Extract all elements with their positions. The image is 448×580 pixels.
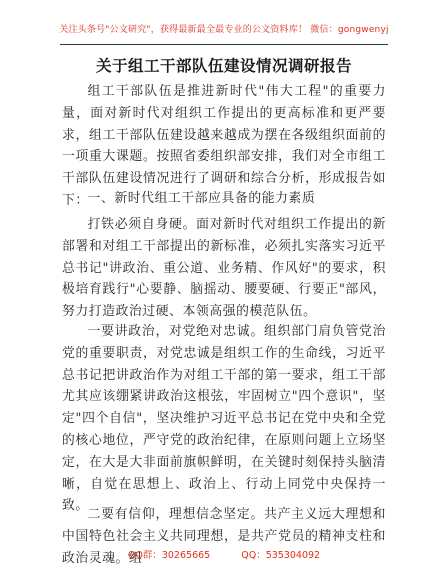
- document-title: 关于组工干部队伍建设情况调研报告: [95, 57, 352, 75]
- paragraph-text: 二要有信仰，理想信念坚定。共产主义远大理想和中国特色社会主义共同理想，是共产党员的精神支柱和政治灵魂。组: [62, 507, 386, 566]
- paragraph-self-discipline: [62, 214, 386, 323]
- paragraph-text: 组工干部队伍是推进新时代"伟大工程"的重要力量，面对新时代对组织工作提出的更高标准和更严要求，组工干部队伍建设越来越成为摆在各级组织面前的一项重大课题。按照省委组织部安排，我们对全市组工干部队伍建设情况进行了调研和综合分析，形成报告如下：: [62, 84, 386, 208]
- paragraph-text: 一要讲政治，对党绝对忠诚。组织部门肩负管党治党的重要职责，对党忠诚是组织工作的生命线，习近平总书记把讲政治作为对组工干部的第一要求，组工干部尤其应该绷紧讲政治这根弦，牢固树立"四个意识"，坚定"四个自信"，坚决维护习近平总书记在党中央和全党的核心地位，严守党的政治纪律，在原则问题上立场坚定，在大是大非面前旗帜鲜明，在关键时刻保持头脑清晰，自觉在思想上、政治上、行动上同党中央保持一致。: [62, 324, 386, 514]
- section-heading: [62, 188, 386, 210]
- header-divider: [60, 44, 388, 45]
- section-heading-text: 一、新时代组工干部应具备的能力素质: [87, 191, 316, 206]
- header-banner: 关注头条号"公文研究"，获得最新最全最专业的公文资料库！ 微信：gongwenyj: [59, 25, 389, 35]
- footer-qq-group: QQ群：30265665: [127, 550, 211, 561]
- paragraph-text: 打铁必须自身硬。面对新时代对组织工作提出的新部署和对组工干部提出的新标准，必须扎实落实习近平总书记"讲政治、重公道、业务精、作风好"的要求，积极培育践行"心要静、脑摇动、腰要硬、行要正"部风，努力打造政治过硬、本领高强的模范队伍。: [62, 217, 386, 320]
- footer-contact: [0, 547, 448, 561]
- footer-qq: QQ：535304092: [241, 550, 321, 561]
- paragraph-politics: [62, 321, 386, 517]
